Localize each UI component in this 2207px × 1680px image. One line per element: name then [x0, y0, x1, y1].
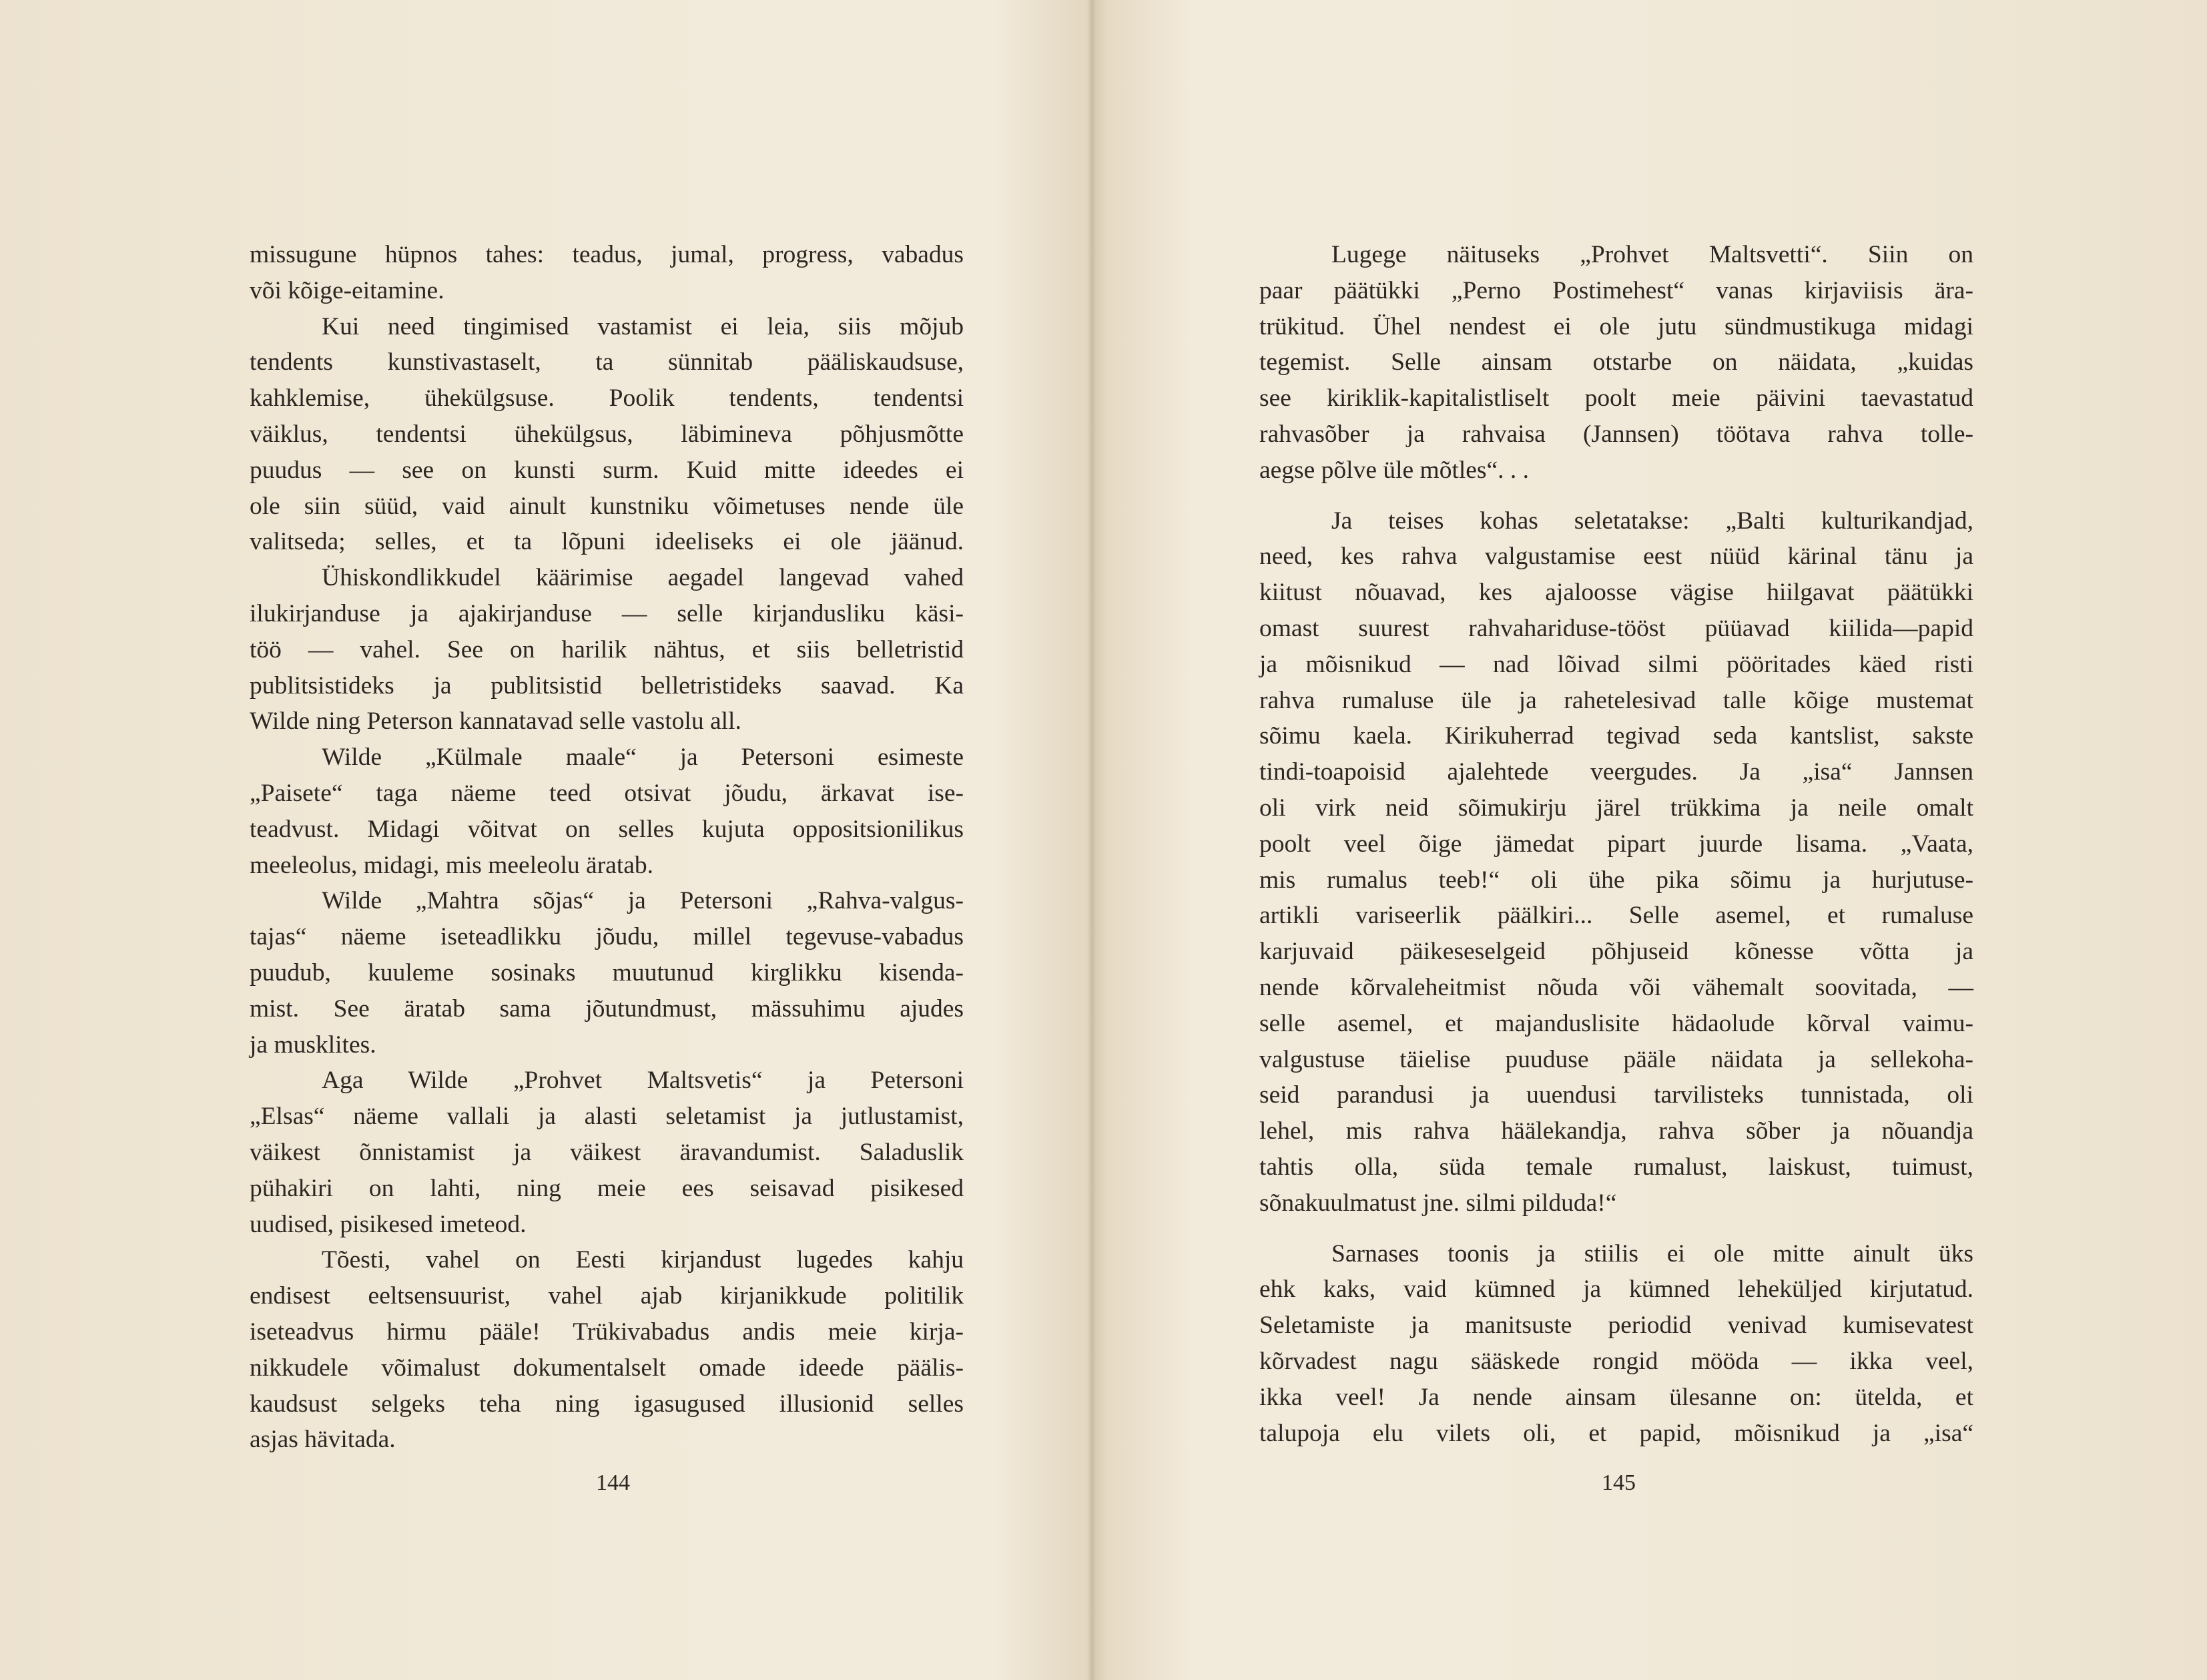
text-line: valgustuse täielise puuduse pääle näidata ja sellekoha-: [1259, 1045, 1973, 1073]
text-line: see kiriklik-kapitalistliselt poolt meie päivini taevastatud: [1259, 384, 1973, 412]
text-line: artikli variseerlik päälkiri... Selle asemel, et rumaluse: [1259, 902, 1973, 930]
text-line: publitsistideks ja publitsistid belletristideks saavad. Ka: [250, 671, 964, 699]
text-line: mist. See äratab sama jõutundmust, mässuhimu ajudes: [250, 995, 964, 1023]
text-line: Wilde ning Peterson kannatavad selle vastolu all.: [250, 708, 741, 736]
text-line: aegse põlve üle mõtles“. . .: [1259, 456, 1530, 484]
book-gutter: [1088, 0, 1096, 1680]
text-line: Tõesti, vahel on Eesti kirjandust lugedes kahju: [322, 1246, 964, 1274]
text-line: nikkudele võimalust dokumentalselt omade ideede päälis-: [250, 1354, 964, 1382]
text-line: uudised, pisikesed imeteod.: [250, 1210, 527, 1238]
text-line: väiklus, tendentsi ühekülgsus, läbimineva põhjusmõtte: [250, 420, 964, 448]
text-line: karjuvaid päikeseselgeid põhjuseid kõnesse võtta ja: [1259, 938, 1973, 966]
text-line: ehk kaks, vaid kümned ja kümned leheküljed kirjutatud.: [1259, 1276, 1973, 1304]
text-line: või kõige-eitamine.: [250, 276, 444, 304]
text-line: missugune hüpnos tahes: teadus, jumal, progress, vabadus: [250, 241, 964, 268]
text-line: sõimu kaela. Kirikuherrad tegivad seda kantslist, sakste: [1259, 722, 1973, 750]
text-line: tajas“ näeme iseteadlikku jõudu, millel tegevuse-vabadus: [250, 923, 964, 951]
text-line: talupoja elu vilets oli, et papid, mõisnikud ja „isa“: [1259, 1419, 1973, 1447]
text-line: väikest õnnistamist ja väikest äravandumist. Saladuslik: [250, 1138, 964, 1166]
text-line: selle asemel, et majanduslisite hädaolude kõrval vaimu-: [1259, 1009, 1973, 1037]
text-line: Wilde „Mahtra sõjas“ ja Petersoni „Rahva-valgus-: [322, 887, 964, 915]
text-line: rahva rumaluse üle ja rahetelesivad talle kõige mustemat: [1259, 686, 1973, 714]
text-line: ja musklites.: [250, 1031, 376, 1059]
text-line: need, kes rahva valgustamise eest nüüd kärinal tänu ja: [1259, 543, 1973, 571]
text-line: oli virk neid sõimukirju järel trükkima ja neile omalt: [1259, 794, 1973, 822]
paragraph-gap: [1259, 489, 1973, 503]
text-line: mis rumalus teeb!“ oli ühe pika sõimu ja hurjutuse-: [1259, 866, 1973, 894]
text-line: kahklemise, ühekülgsuse. Poolik tendents, tendentsi: [250, 384, 964, 412]
text-line: asjas hävitada.: [250, 1426, 396, 1454]
text-line: kaudsust selgeks teha ning igasugused illusionid selles: [250, 1390, 964, 1418]
text-line: iseteadvus hirmu pääle! Trükivabadus andis meie kirja-: [250, 1318, 964, 1346]
text-line: meeleolus, midagi, mis meeleolu äratab.: [250, 851, 654, 879]
text-line: valitseda; selles, et ta lõpuni ideeliseks ei ole jäänud.: [250, 528, 964, 556]
text-line: Ja teises kohas seletatakse: „Balti kulturikandjad,: [1331, 507, 1973, 535]
right-page-text: [1259, 237, 1973, 1451]
text-line: nende kõrvaleheitmist nõuda või vähemalt soovitada, —: [1259, 973, 1973, 1001]
text-line: kiitust nõuavad, kes ajaloosse vägise hiilgavat päätükki: [1259, 579, 1973, 607]
text-line: Lugege näituseks „Prohvet Maltsvetti“. Siin on: [1331, 241, 1973, 268]
text-line: „Paisete“ taga näeme teed otsivat jõudu, ärkavat ise-: [250, 779, 964, 807]
text-line: Seletamiste ja manitsuste periodid venivad kumisevatest: [1259, 1312, 1973, 1340]
text-line: poolt veel õige jämedat pipart juurde lisama. „Vaata,: [1259, 830, 1973, 858]
text-line: teadvust. Midagi võitvat on selles kujuta oppositsionilikus: [250, 815, 964, 843]
text-line: Wilde „Külmale maale“ ja Petersoni esimeste: [322, 744, 964, 772]
text-line: rahvasõber ja rahvaisa (Jannsen) töötava rahva tolle-: [1259, 420, 1973, 448]
text-line: pühakiri on lahti, ning meie ees seisavad pisikesed: [250, 1174, 964, 1202]
text-line: lehel, mis rahva häälekandja, rahva sõber ja nõuandja: [1259, 1117, 1973, 1145]
text-line: tendents kunstivastaselt, ta sünnitab pääliskaudsuse,: [250, 348, 964, 376]
text-line: tegemist. Selle ainsam otstarbe on näidata, „kuidas: [1259, 348, 1973, 376]
text-line: puudub, kuuleme sosinaks muutunud kirglikku kisenda-: [250, 958, 964, 987]
left-page-text: [250, 237, 964, 1458]
paragraph-gap: [1259, 1221, 1973, 1236]
text-line: trükitud. Ühel nendest ei ole jutu sündmustikuga midagi: [1259, 312, 1973, 340]
text-line: „Elsas“ näeme vallali ja alasti seletamist ja jutlustamist,: [250, 1103, 964, 1131]
text-line: Sarnases toonis ja stiilis ei ole mitte ainult üks: [1331, 1239, 1973, 1268]
text-line: Kui need tingimised vastamist ei leia, siis mõjub: [322, 312, 964, 340]
text-line: seid parandusi ja uuendusi tarvilisteks tunnistada, oli: [1259, 1081, 1973, 1109]
text-line: ikka veel! Ja nende ainsam ülesanne on: ütelda, et: [1259, 1383, 1973, 1411]
text-line: paar päätükki „Perno Postimehest“ vanas kirjaviisis ära-: [1259, 276, 1973, 304]
text-line: ilukirjanduse ja ajakirjanduse — selle kirjandusliku käsi-: [250, 599, 964, 627]
text-line: sõnakuulmatust jne. silmi pilduda!“: [1259, 1189, 1617, 1217]
text-line: Aga Wilde „Prohvet Maltsvetis“ ja Petersoni: [322, 1067, 964, 1095]
text-line: ja mõisnikud — nad lõivad silmi pööritades käed risti: [1259, 650, 1973, 678]
text-line: ole siin süüd, vaid ainult kunstniku võimetuses nende üle: [250, 492, 964, 520]
text-line: tindi-toapoisid ajalehtede veergudes. Ja „isa“ Jannsen: [1259, 758, 1973, 786]
text-line: omast suurest rahvahariduse-tööst püüavad kiilida—papid: [1259, 614, 1973, 642]
text-line: tahtis olla, süda temale rumalust, laiskust, tuimust,: [1259, 1153, 1973, 1181]
text-line: töö — vahel. See on harilik nähtus, et siis belletristid: [250, 635, 964, 663]
text-line: endisest eeltsensuurist, vahel ajab kirjanikkude politilik: [250, 1282, 964, 1310]
page-number-right: 145: [1602, 1470, 1636, 1495]
text-line: puudus — see on kunsti surm. Kuid mitte ideedes ei: [250, 456, 964, 484]
text-line: Ühiskondlikkudel käärimise aegadel langevad vahed: [322, 564, 964, 592]
page-number-left: 144: [596, 1470, 630, 1495]
text-line: kõrvadest nagu sääskede rongid mööda — ikka veel,: [1259, 1347, 1973, 1375]
